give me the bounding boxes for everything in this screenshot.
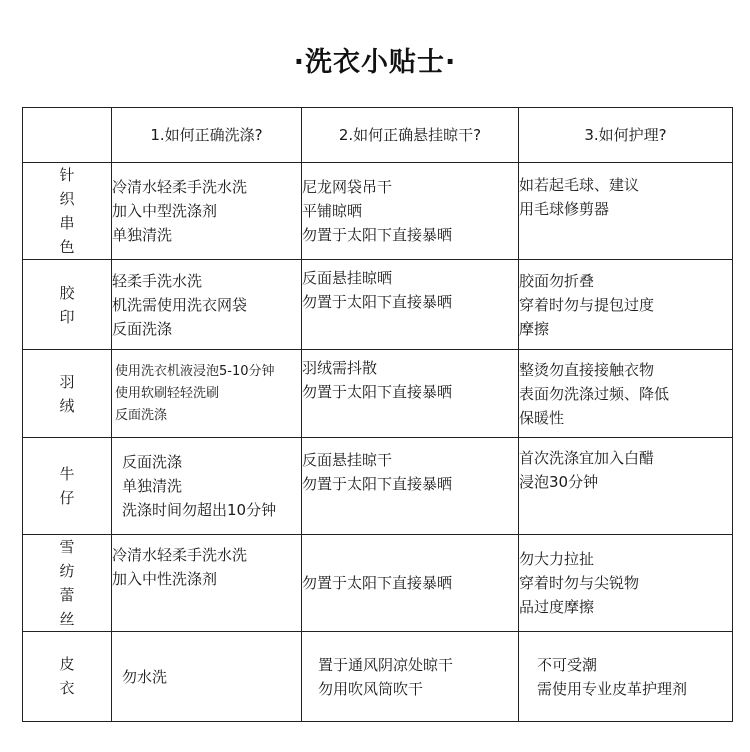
- dry-cell: [302, 260, 519, 350]
- wash-line: 反面洗涤: [115, 407, 168, 423]
- table-row: [23, 163, 733, 260]
- care-table: [22, 107, 733, 722]
- fabric-char: 绒: [59, 396, 75, 415]
- table-row: [23, 438, 733, 535]
- dry-line: 置于通风阴凉处晾干: [318, 655, 454, 674]
- fabric-char: 丝: [59, 610, 75, 628]
- fabric-name: [23, 535, 112, 632]
- table-row: [23, 535, 733, 632]
- table-row: [23, 632, 733, 722]
- fabric-char: 织: [59, 190, 75, 208]
- dry-cell: [302, 535, 519, 632]
- fabric-char: 衣: [59, 679, 75, 697]
- care-cell: [519, 535, 733, 632]
- table-row: [23, 350, 733, 438]
- wash-cell: [112, 163, 302, 260]
- wash-line: 单独清洗: [112, 226, 173, 244]
- care-cell: [519, 350, 733, 438]
- fabric-char: 蕾: [59, 586, 75, 604]
- wash-line: 单独清洗: [122, 477, 183, 495]
- dry-cell: [302, 350, 519, 438]
- dry-line: 羽绒需抖散: [302, 359, 378, 377]
- care-line: 表面勿洗涤过频、降低: [519, 384, 670, 403]
- care-cell: [519, 260, 733, 350]
- dry-line: 勿置于太阳下直接暴晒: [302, 574, 453, 592]
- care-line: 需使用专业皮革护理剂: [537, 679, 688, 698]
- care-line: 保暖性: [519, 408, 565, 427]
- wash-line: 反面洗涤: [112, 319, 173, 338]
- care-line: 穿着时勿与提包过度: [519, 295, 655, 314]
- care-line: 不可受潮: [537, 655, 598, 674]
- dry-cell: [302, 163, 519, 260]
- fabric-char: 针: [59, 166, 75, 184]
- wash-cell: [112, 632, 302, 722]
- care-line: 如若起毛球、建议: [519, 176, 640, 194]
- care-line: 胶面勿折叠: [519, 271, 595, 290]
- fabric-name: [23, 260, 112, 350]
- dry-line: 反面悬挂晾干: [302, 451, 393, 469]
- care-cell: [519, 438, 733, 535]
- dry-line: 勿置于太阳下直接暴晒: [302, 383, 453, 401]
- fabric-char: 仔: [59, 489, 75, 507]
- wash-line: 冷清水轻柔手洗水洗: [112, 178, 248, 196]
- care-line: 穿着时勿与尖锐物: [519, 574, 640, 592]
- dry-line: 勿用吹风筒吹干: [318, 679, 424, 698]
- care-line: 摩擦: [519, 319, 550, 338]
- wash-line: 洗涤时间勿超出10分钟: [122, 501, 277, 519]
- fabric-char: 串: [59, 214, 75, 232]
- dry-line: 勿置于太阳下直接暴晒: [302, 475, 453, 493]
- wash-cell: [112, 260, 302, 350]
- header-dry: 2.如何正确悬挂晾干?: [302, 108, 519, 163]
- wash-line: 勿水洗: [122, 667, 168, 686]
- fabric-char: 羽: [59, 372, 75, 391]
- wash-cell: [112, 438, 302, 535]
- wash-line: 使用洗衣机液浸泡5-10分钟: [115, 363, 275, 379]
- fabric-name: [23, 350, 112, 438]
- fabric-name: [23, 438, 112, 535]
- page-title: ·洗衣小贴士·: [293, 47, 457, 78]
- dry-line: 尼龙网袋吊干: [302, 178, 393, 196]
- wash-cell: [112, 535, 302, 632]
- care-line: 浸泡30分钟: [519, 473, 599, 491]
- wash-line: 使用软刷轻轻洗刷: [115, 385, 220, 401]
- dry-line: 反面悬挂晾晒: [302, 269, 393, 287]
- fabric-char: 纺: [59, 562, 75, 580]
- care-line: 用毛球修剪器: [519, 200, 610, 218]
- dry-line: 勿置于太阳下直接暴晒: [302, 293, 453, 311]
- care-line: 品过度摩擦: [519, 598, 595, 616]
- header-wash: 1.如何正确洗涤?: [112, 108, 302, 163]
- dry-line: 勿置于太阳下直接暴晒: [302, 226, 453, 244]
- wash-cell: [112, 350, 302, 438]
- fabric-char: 印: [59, 307, 75, 326]
- care-line: 勿大力拉扯: [519, 550, 595, 568]
- table-header-row: [23, 108, 733, 163]
- care-cell: [519, 163, 733, 260]
- wash-line: 加入中性洗涤剂: [112, 570, 218, 588]
- dry-cell: [302, 438, 519, 535]
- fabric-char: 皮: [59, 655, 75, 673]
- care-line: 首次洗涤宜加入白醋: [519, 449, 655, 467]
- dry-cell: [302, 632, 519, 722]
- wash-line: 反面洗涤: [122, 453, 183, 471]
- wash-line: 冷清水轻柔手洗水洗: [112, 546, 248, 564]
- fabric-name: [23, 163, 112, 260]
- fabric-char: 胶: [59, 283, 75, 302]
- wash-line: 轻柔手洗水洗: [112, 271, 203, 290]
- table-row: [23, 260, 733, 350]
- wash-line: 机洗需使用洗衣网袋: [112, 295, 248, 314]
- fabric-char: 色: [59, 238, 75, 256]
- fabric-name: [23, 632, 112, 722]
- care-cell: [519, 632, 733, 722]
- wash-line: 加入中型洗涤剂: [112, 202, 218, 220]
- header-empty-cell: [23, 108, 112, 163]
- fabric-char: 牛: [59, 465, 75, 483]
- fabric-char: 雪: [59, 538, 75, 556]
- care-line: 整烫勿直接接触衣物: [519, 360, 655, 379]
- dry-line: 平铺晾晒: [302, 202, 363, 220]
- header-care: 3.如何护理?: [519, 108, 733, 163]
